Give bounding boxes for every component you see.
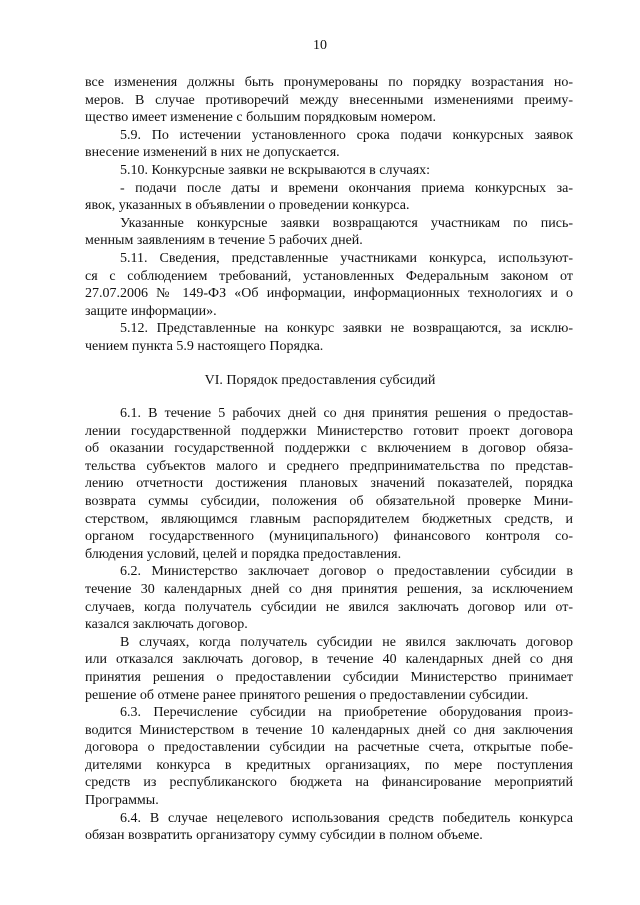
text-line: тельства субъектов малого и среднего предпринимательства по представ-: [85, 458, 573, 474]
text-line: 5.10. Конкурсные заявки не вскрываются в случаях:: [120, 162, 431, 178]
text-line: меров. В случае противоречий между внесенными изменениями преиму-: [85, 92, 573, 108]
text-line: все изменения должны быть пронумерованы по порядку возрастания но-: [85, 75, 573, 90]
page-number: 10: [313, 38, 327, 53]
text-line: 6.4. В случае нецелевого использования средств победитель конкурса: [120, 810, 573, 826]
text-line: щество имеет изменение с большим порядковым номером.: [85, 110, 436, 126]
text-line: казался заключать договор.: [85, 617, 248, 633]
section-5-continuation: [85, 74, 573, 356]
text-line: решение об отмене ранее принятого решения о предоставлении субсидии.: [85, 687, 529, 703]
text-line: Программы.: [85, 793, 159, 809]
text-line: 6.1. В течение 5 рабочих дней со дня принятия решения о предостав-: [120, 406, 573, 421]
text-line: В случаях, когда получатель субсидии не явился заключать договор: [120, 634, 573, 650]
text-line: 27.07.2006 № 149-ФЗ «Об информации, информационных технологиях и о: [85, 286, 573, 302]
text-line: Указанные конкурсные заявки возвращаются участникам по пись-: [120, 215, 573, 231]
text-line: менным заявлениям в течение 5 рабочих дней.: [85, 233, 363, 249]
text-line: водится Министерством в течение 10 календарных дней со дня заключения: [85, 722, 573, 738]
text-line: договора о предоставлении субсидии на расчетные счета, открытые побе-: [85, 740, 573, 756]
text-line: чением пункта 5.9 настоящего Порядка.: [85, 338, 324, 354]
text-line: или отказался заключать договор, в течение 40 календарных дней со дня: [85, 652, 573, 668]
text-line: 5.12. Представленные на конкурс заявки не возвращаются, за исклю-: [120, 321, 573, 337]
text-line: 5.11. Сведения, представленные участниками конкурса, используют-: [120, 250, 573, 266]
text-line: 5.9. По истечении установленного срока подачи конкурсных заявок: [120, 127, 573, 143]
text-line: об оказании государственной поддержки с включением в договор обяза-: [85, 441, 573, 457]
text-line: - подачи после даты и времени окончания приема конкурсных за-: [120, 180, 573, 196]
text-line: внесение изменений в них не допускается.: [85, 145, 340, 161]
text-line: защите информации».: [85, 303, 217, 319]
text-line: 6.2. Министерство заключает договор о предоставлении субсидии в: [120, 564, 573, 580]
text-line: лению отчетности достижения плановых значений показателей, порядка: [85, 476, 573, 492]
text-line: средств из республиканского бюджета на финансирование мероприятий: [85, 775, 573, 791]
section-6-body: [85, 405, 573, 845]
text-line: принятия решения о предоставлении субсидии Министерство принимает: [85, 669, 573, 685]
text-line: течение 30 календарных дней со дня принятия решения, за исключением: [85, 581, 573, 597]
text-line: органом государственного (муниципального) финансового контроля со-: [85, 529, 573, 545]
text-line: блюдения условий, целей и порядка предоставления.: [85, 546, 402, 562]
text-line: дителями конкурса в кредитных организациях, по мере поступления: [85, 757, 573, 773]
text-line: случаев, когда получатель субсидии не явился заключать договор или от-: [85, 599, 573, 615]
text-line: явок, указанных в объявлении о проведении конкурса.: [85, 198, 410, 214]
text-line: стерством, являющимся главным распорядителем бюджетных средств, и: [85, 511, 573, 527]
text-line: 6.3. Перечисление субсидии на приобретение оборудования произ-: [120, 705, 573, 721]
text-line: обязан возвратить организатору сумму субсидии в полном объеме.: [85, 828, 483, 844]
section-heading: VI. Порядок предоставления субсидий: [204, 373, 436, 388]
text-line: лении государственной поддержки Министерство готовит проект договора: [85, 423, 573, 439]
text-line: ся с соблюдением требований, установленных Федеральным законом от: [85, 268, 573, 284]
text-line: возврата суммы субсидии, положения об обязательной проверке Мини-: [85, 493, 573, 509]
